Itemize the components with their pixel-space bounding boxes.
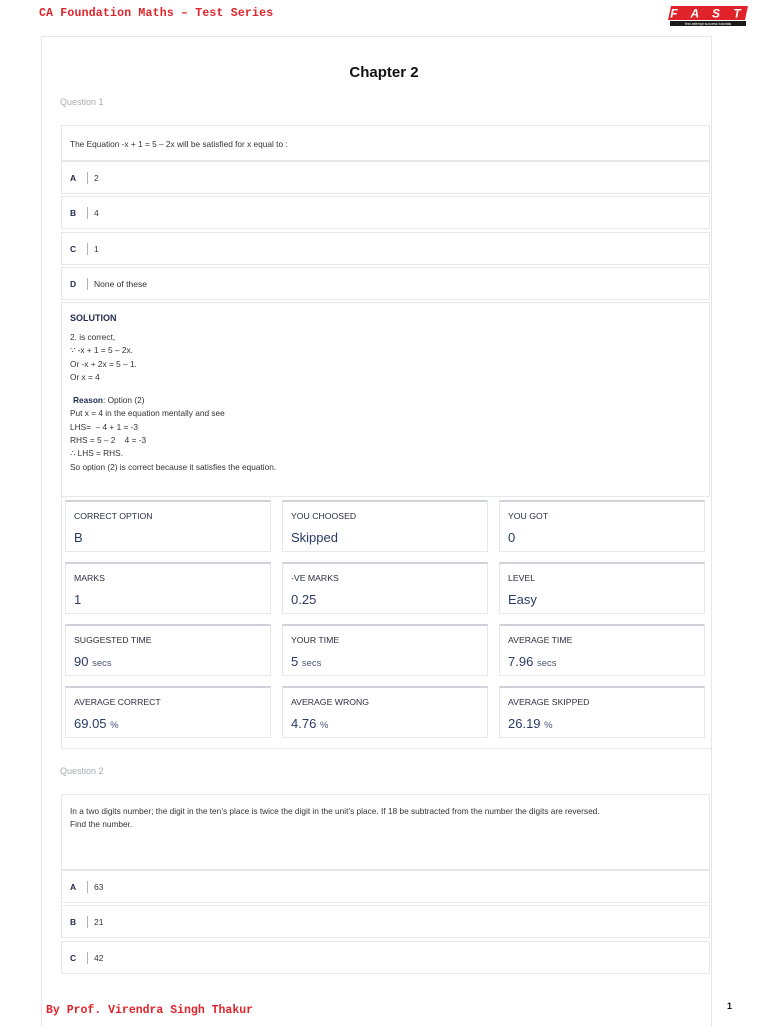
question-2-text-line: Find the number. — [70, 819, 133, 829]
svg-text:first attempt success tutorial: first attempt success tutorials — [684, 22, 732, 26]
stat-value: 0 — [508, 530, 516, 545]
solution-title: SOLUTION — [70, 313, 117, 323]
stat-value: 90 secs — [74, 654, 112, 669]
stat-average-skipped — [499, 686, 705, 738]
footer-author: By Prof. Virendra Singh Thakur — [46, 1004, 254, 1017]
option-letter: B — [70, 207, 88, 219]
stat-average-time — [499, 624, 705, 676]
solution-line: Put x = 4 in the equation mentally and see — [70, 408, 225, 419]
solution-line: Or -x + 2x = 5 – 1. — [70, 358, 137, 369]
question-2-text-box — [61, 794, 710, 870]
stat-label: CORRECT OPTION — [74, 511, 153, 521]
question-1-option-a[interactable] — [61, 161, 710, 194]
stat-value: 4.76 % — [291, 716, 329, 731]
solution-line: LHS= – 4 + 1 = -3 — [70, 421, 139, 432]
stat-value: 7.96 secs — [508, 654, 557, 669]
option-text: None of these — [94, 278, 147, 289]
stat-your-time — [282, 624, 488, 676]
chapter-title: Chapter 2 — [349, 64, 419, 81]
question-1-option-c[interactable] — [61, 232, 710, 265]
stat-value: B — [74, 530, 83, 545]
stat-level — [499, 562, 705, 614]
stat-suggested-time — [65, 624, 271, 676]
solution-line: ∵ -x + 1 = 5 – 2x. — [70, 345, 133, 356]
option-letter: B — [70, 916, 88, 928]
question-2-label: Question 2 — [60, 766, 104, 776]
stat-marks — [65, 562, 271, 614]
stat-label: MARKS — [74, 573, 105, 583]
option-letter: C — [70, 952, 88, 964]
option-text: 42 — [94, 952, 104, 963]
solution-line: Or x = 4 — [70, 371, 100, 382]
stat-correct-option — [65, 500, 271, 552]
stat-label: LEVEL — [508, 573, 536, 583]
option-letter: C — [70, 243, 88, 255]
stat-negative-marks — [282, 562, 488, 614]
svg-text:F A S T: F A S T — [670, 6, 746, 21]
stat-label: -VE MARKS — [291, 573, 339, 583]
stat-value: 69.05 % — [74, 716, 119, 731]
stat-value: 1 — [74, 592, 82, 607]
stat-value: Skipped — [291, 530, 338, 545]
question-1-text: The Equation -x + 1 = 5 – 2x will be satisfied for x equal to : — [70, 139, 288, 149]
stat-label: AVERAGE WRONG — [291, 697, 370, 707]
option-text: 2 — [94, 172, 99, 183]
solution-line: So option (2) is correct because it satisfies the equation. — [70, 461, 277, 472]
document-header-title: CA Foundation Maths – Test Series — [39, 7, 274, 20]
option-text: 1 — [94, 243, 99, 254]
question-2-text-line: In a two digits number; the digit in the ten’s place is twice the digit in the unit’s place. If 18 be subtracted from the number the digits are reversed. — [70, 806, 600, 816]
option-letter: D — [70, 278, 88, 290]
solution-line: ∴ LHS = RHS. — [70, 448, 124, 459]
stat-you-choosed — [282, 500, 488, 552]
stat-value: 0.25 — [291, 592, 317, 607]
question-2-option-c[interactable] — [61, 941, 710, 974]
stat-average-correct — [65, 686, 271, 738]
solution-line: RHS = 5 – 2 4 = -3 — [70, 435, 147, 446]
question-1-option-b[interactable] — [61, 196, 710, 229]
stat-label: YOU CHOOSED — [291, 511, 357, 521]
reason-label: Reason — [73, 395, 103, 406]
stat-label: YOU GOT — [508, 511, 549, 521]
option-text: 4 — [94, 207, 99, 218]
stat-label: AVERAGE SKIPPED — [508, 697, 590, 707]
option-letter: A — [70, 172, 88, 184]
question-2-option-b[interactable] — [61, 905, 710, 938]
question-1-text-box — [61, 125, 710, 161]
page-number: 1 — [727, 1001, 733, 1011]
stat-label: AVERAGE CORRECT — [74, 697, 161, 707]
option-text: 63 — [94, 881, 104, 892]
question-1-stats — [61, 497, 712, 749]
solution-box — [61, 302, 710, 497]
reason-value: : Option (2) — [102, 395, 145, 406]
solution-line: 2. is correct, — [70, 332, 116, 342]
solution-reason — [73, 394, 709, 407]
option-text: 21 — [94, 916, 104, 927]
fast-logo — [668, 6, 748, 26]
option-letter: A — [70, 881, 88, 893]
question-2-option-a[interactable] — [61, 870, 710, 903]
stat-label: SUGGESTED TIME — [74, 635, 152, 645]
stat-value: 5 secs — [291, 654, 322, 669]
stat-value: 26.19 % — [508, 716, 553, 731]
stat-label: AVERAGE TIME — [508, 635, 573, 645]
question-1-label: Question 1 — [60, 97, 104, 107]
stat-average-wrong — [282, 686, 488, 738]
stat-you-got — [499, 500, 705, 552]
stat-value: Easy — [508, 592, 537, 607]
stat-label: YOUR TIME — [291, 635, 340, 645]
question-1-option-d[interactable] — [61, 267, 710, 300]
